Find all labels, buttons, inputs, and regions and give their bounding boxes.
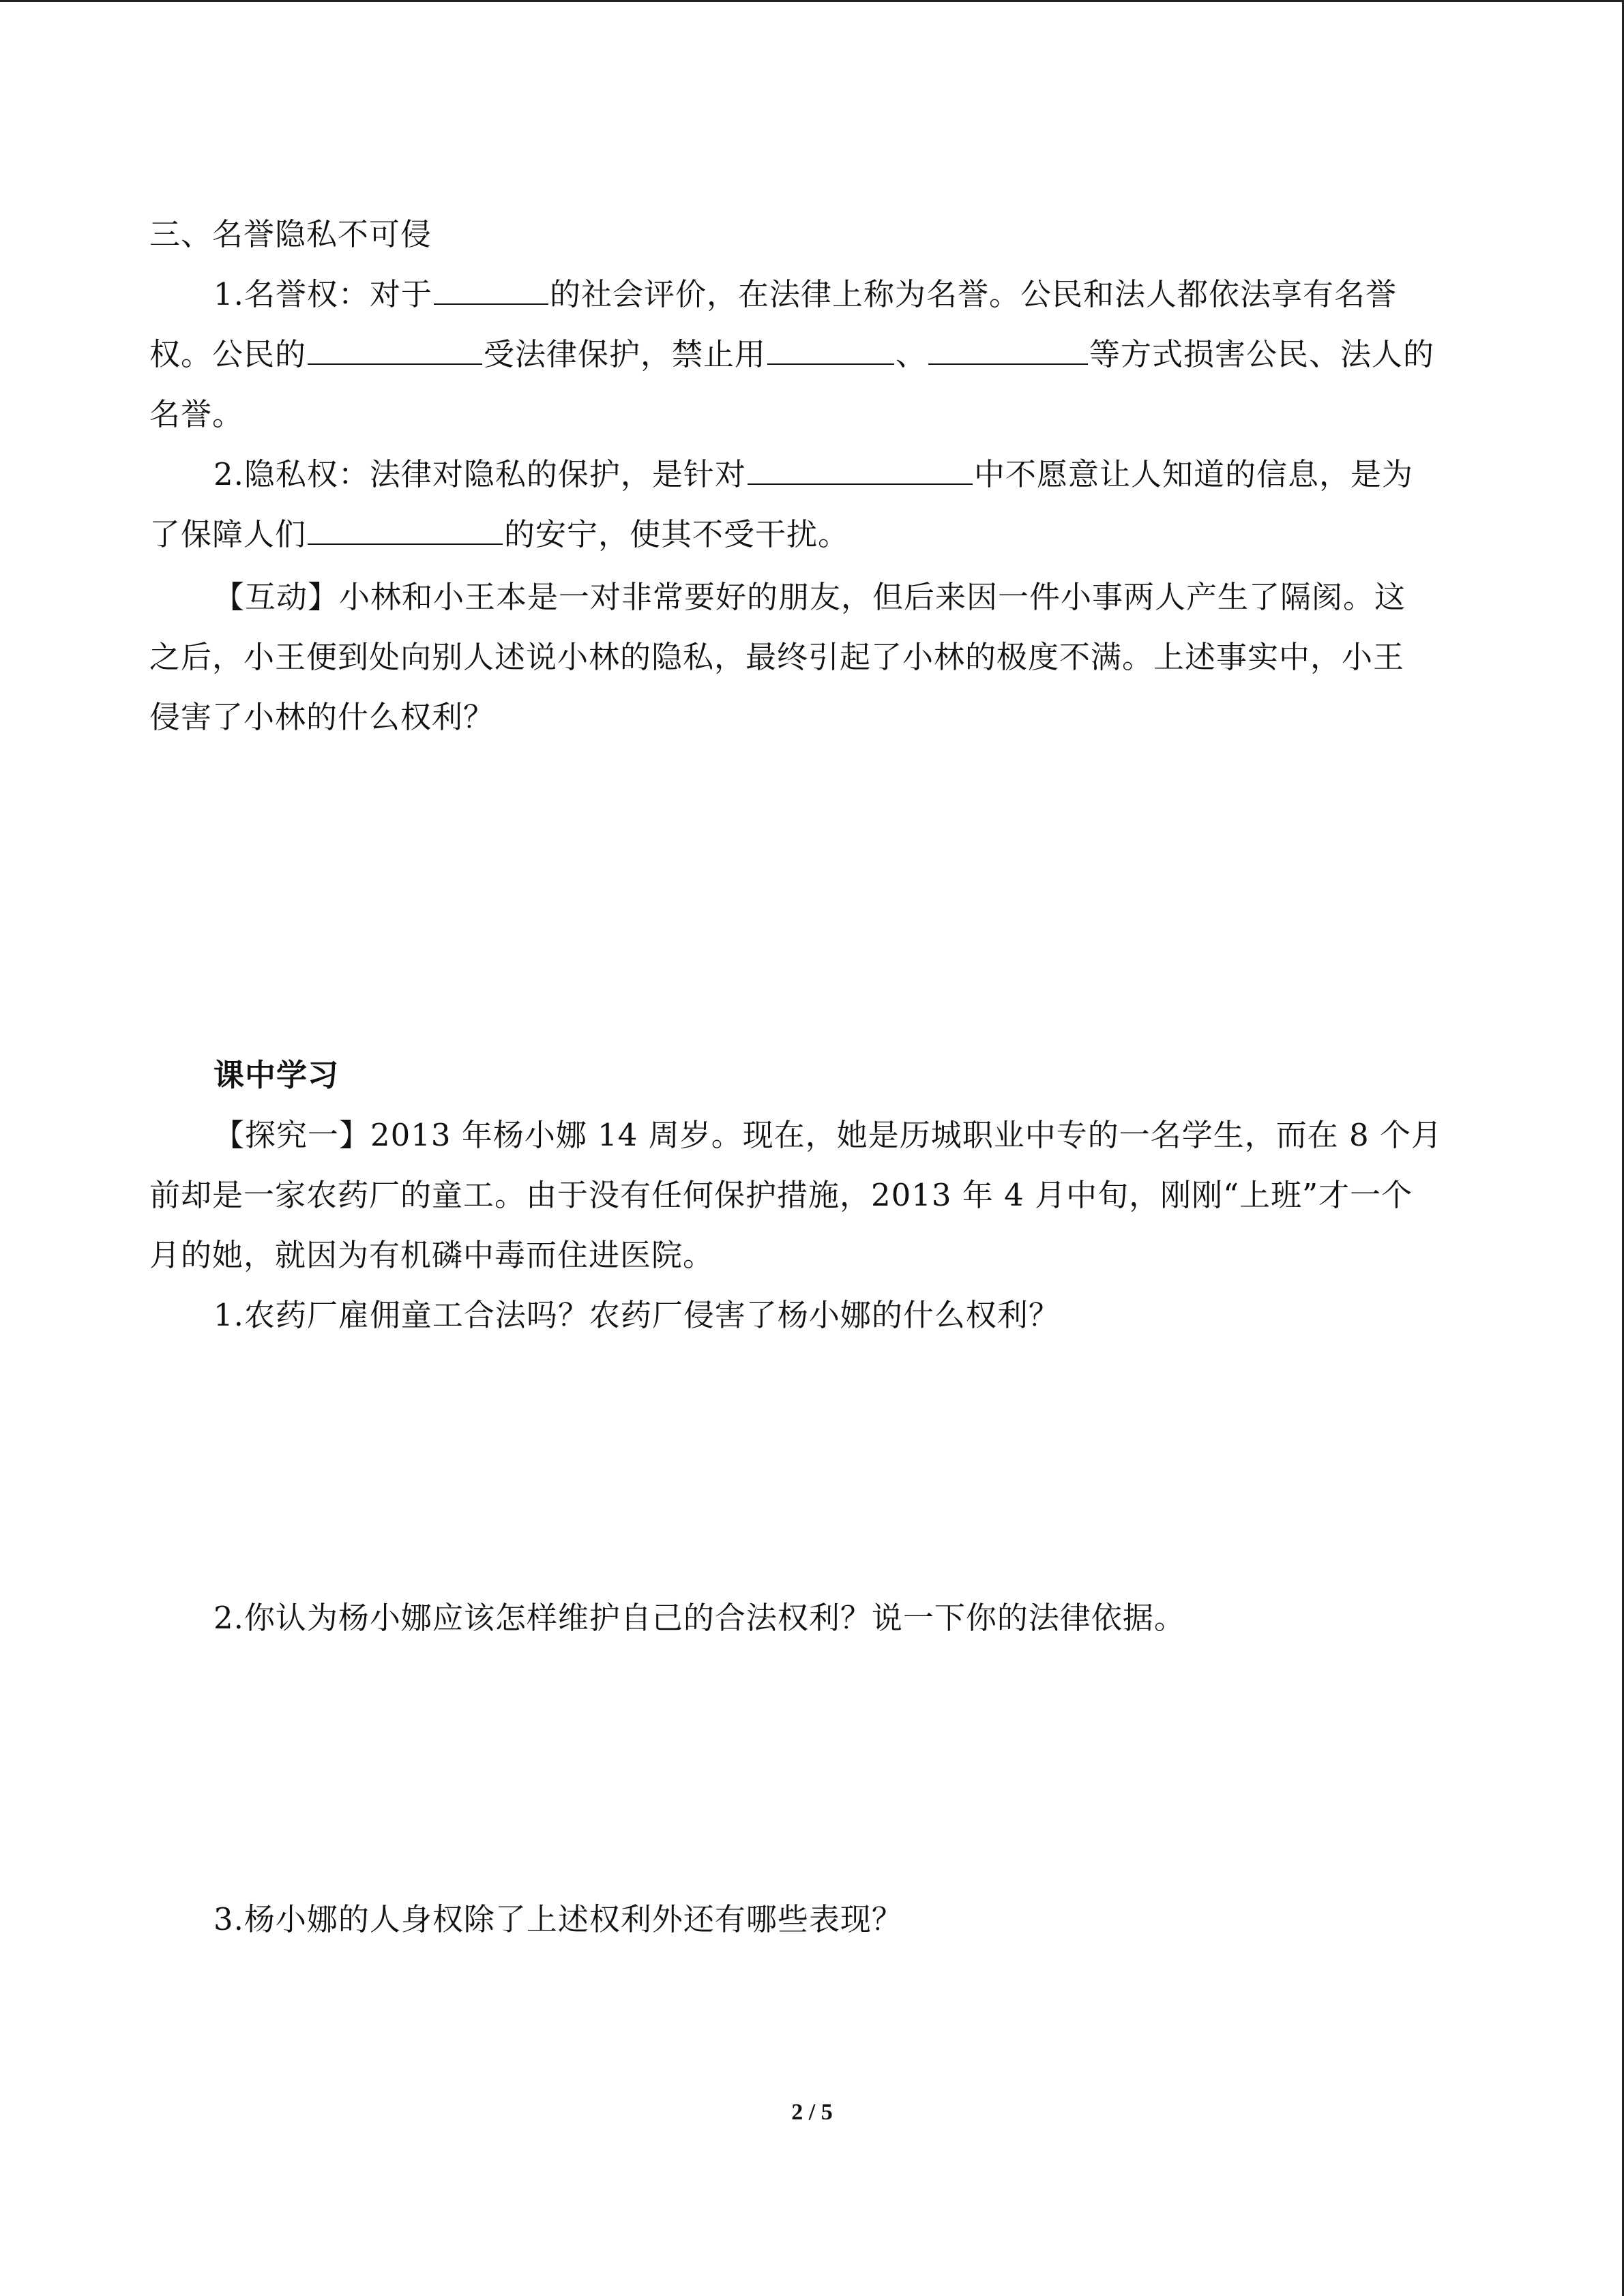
interact-line-2: 之后，小王便到处向别人述说小林的隐私，最终引起了小林的极度不满。上述事实中，小王 <box>149 639 1405 675</box>
interact-line-3: 侵害了小林的什么权利？ <box>149 699 495 735</box>
answer-blank[interactable] <box>928 336 1088 365</box>
explore-line-2: 前却是一家农药厂的童工。由于没有任何保护措施，2013 年 4 月中旬，刚刚“上班”才一个 <box>149 1177 1413 1213</box>
answer-blank[interactable] <box>767 336 894 365</box>
privacy-text: 了保障人们 <box>149 516 307 552</box>
honor-text: 的社会评价，在法律上称为名誉。公民和法人都依法享有名誉 <box>549 276 1397 312</box>
honor-line-1 <box>213 274 1397 315</box>
privacy-line-1 <box>213 454 1413 495</box>
privacy-line-2 <box>149 514 849 555</box>
page-number: 2 / 5 <box>791 2100 833 2125</box>
answer-blank[interactable] <box>308 336 482 365</box>
honor-text: 等方式损害公民、法人的 <box>1089 336 1435 372</box>
explore-line-1: 【探究一】2013 年杨小娜 14 周岁。现在，她是历城职业中专的一名学生，而在 8 个月 <box>213 1117 1443 1153</box>
privacy-text: 2.隐私权：法律对隐私的保护，是针对 <box>213 456 746 492</box>
honor-text: 受法律保护，禁止用 <box>484 336 767 372</box>
lesson-heading: 课中学习 <box>213 1057 340 1093</box>
question-3: 3.杨小娜的人身权除了上述权利外还有哪些表现？ <box>213 1901 903 1937</box>
answer-blank[interactable] <box>434 276 548 305</box>
privacy-text: 的安宁，使其不受干扰。 <box>504 516 850 552</box>
honor-line-3: 名誉。 <box>149 396 244 432</box>
privacy-text: 中不愿意让人知道的信息，是为 <box>973 456 1413 492</box>
top-border <box>0 0 1624 2</box>
honor-line-2 <box>149 334 1434 375</box>
question-1: 1.农药厂雇佣童工合法吗？农药厂侵害了杨小娜的什么权利？ <box>213 1297 1060 1333</box>
interact-line-1: 【互动】小林和小王本是一对非常要好的朋友，但后来因一件小事两人产生了隔阂。这 <box>213 579 1406 615</box>
explore-line-3: 月的她，就因为有机磷中毒而住进医院。 <box>149 1237 715 1273</box>
honor-text: 1.名誉权：对于 <box>213 276 432 312</box>
question-2: 2.你认为杨小娜应该怎样维护自己的合法权利？说一下你的法律依据。 <box>213 1600 1185 1636</box>
honor-text: 、 <box>896 336 928 372</box>
honor-text: 权。公民的 <box>149 336 307 372</box>
answer-blank[interactable] <box>748 456 973 485</box>
answer-blank[interactable] <box>308 516 503 545</box>
section-title: 三、名誉隐私不可侵 <box>149 216 432 252</box>
